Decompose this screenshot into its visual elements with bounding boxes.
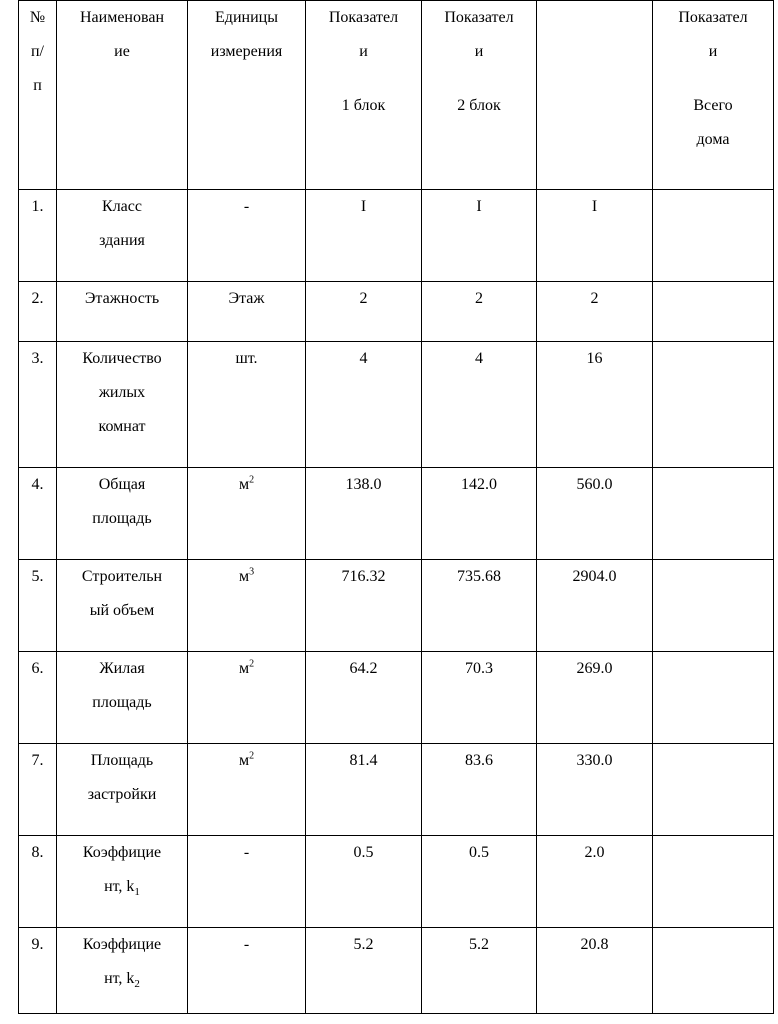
row-unit: $м^3$: [188, 560, 306, 652]
row-unit: шт.: [188, 342, 306, 468]
row-total: [653, 468, 774, 560]
row-block1: 0.5: [306, 836, 422, 928]
row-name: Строительн ый объем: [57, 560, 188, 652]
row-block1: 64.2: [306, 652, 422, 744]
table-row: [19, 836, 774, 928]
row-block2: 735.68: [422, 560, 537, 652]
row-total: [653, 282, 774, 342]
row-col6: 2: [537, 282, 653, 342]
row-block1: 81.4: [306, 744, 422, 836]
row-total: [653, 560, 774, 652]
header-name: Наименован ие: [57, 1, 188, 190]
row-col6: 560.0: [537, 468, 653, 560]
row-num: 7.: [19, 744, 57, 836]
header-total: Показател и Всего дома: [653, 1, 774, 190]
row-num: 3.: [19, 342, 57, 468]
row-num: 4.: [19, 468, 57, 560]
row-block2: 0.5: [422, 836, 537, 928]
row-unit: $м^2$: [188, 652, 306, 744]
row-col6: 2904.0: [537, 560, 653, 652]
table-row: [19, 652, 774, 744]
row-name: Площадь застройки: [57, 744, 188, 836]
row-block1: 138.0: [306, 468, 422, 560]
row-num: 8.: [19, 836, 57, 928]
row-unit: -: [188, 836, 306, 928]
row-unit: -: [188, 190, 306, 282]
row-total: [653, 744, 774, 836]
row-block2: I: [422, 190, 537, 282]
row-num: 9.: [19, 928, 57, 1014]
row-block2: 2: [422, 282, 537, 342]
row-total: [653, 342, 774, 468]
table-row: [19, 342, 774, 468]
row-block1: 2: [306, 282, 422, 342]
row-name: Коэффицие нт, $k_1$: [57, 836, 188, 928]
row-block2: 142.0: [422, 468, 537, 560]
row-block2: 70.3: [422, 652, 537, 744]
row-unit: $м^2$: [188, 744, 306, 836]
row-block2: 83.6: [422, 744, 537, 836]
row-block1: 4: [306, 342, 422, 468]
row-name: Коэффицие нт, $k_2$: [57, 928, 188, 1014]
table-header-row: [19, 1, 774, 190]
row-block1: 716.32: [306, 560, 422, 652]
row-name: Жилая площадь: [57, 652, 188, 744]
row-num: 1.: [19, 190, 57, 282]
row-num: 5.: [19, 560, 57, 652]
row-unit: Этаж: [188, 282, 306, 342]
table-row: [19, 282, 774, 342]
row-block1: 5.2: [306, 928, 422, 1014]
row-name: Общая площадь: [57, 468, 188, 560]
header-block1: Показател и 1 блок: [306, 1, 422, 190]
row-col6: 20.8: [537, 928, 653, 1014]
row-total: [653, 190, 774, 282]
row-unit: $м^2$: [188, 468, 306, 560]
table-row: [19, 190, 774, 282]
row-num: 2.: [19, 282, 57, 342]
row-total: [653, 652, 774, 744]
table-row: [19, 928, 774, 1014]
row-col6: 16: [537, 342, 653, 468]
header-col6: [537, 1, 653, 190]
indicators-table: [18, 0, 774, 1014]
row-name: Класс здания: [57, 190, 188, 282]
row-name: Этажность: [57, 282, 188, 342]
header-unit: Единицы измерения: [188, 1, 306, 190]
row-col6: I: [537, 190, 653, 282]
row-block2: 4: [422, 342, 537, 468]
row-col6: 269.0: [537, 652, 653, 744]
header-num: № п/ п: [19, 1, 57, 190]
row-block2: 5.2: [422, 928, 537, 1014]
table-row: [19, 468, 774, 560]
row-col6: 2.0: [537, 836, 653, 928]
row-col6: 330.0: [537, 744, 653, 836]
table-row: [19, 744, 774, 836]
row-block1: I: [306, 190, 422, 282]
header-block2: Показател и 2 блок: [422, 1, 537, 190]
row-total: [653, 836, 774, 928]
row-num: 6.: [19, 652, 57, 744]
row-name: Количество жилых комнат: [57, 342, 188, 468]
row-unit: -: [188, 928, 306, 1014]
table-row: [19, 560, 774, 652]
row-total: [653, 928, 774, 1014]
